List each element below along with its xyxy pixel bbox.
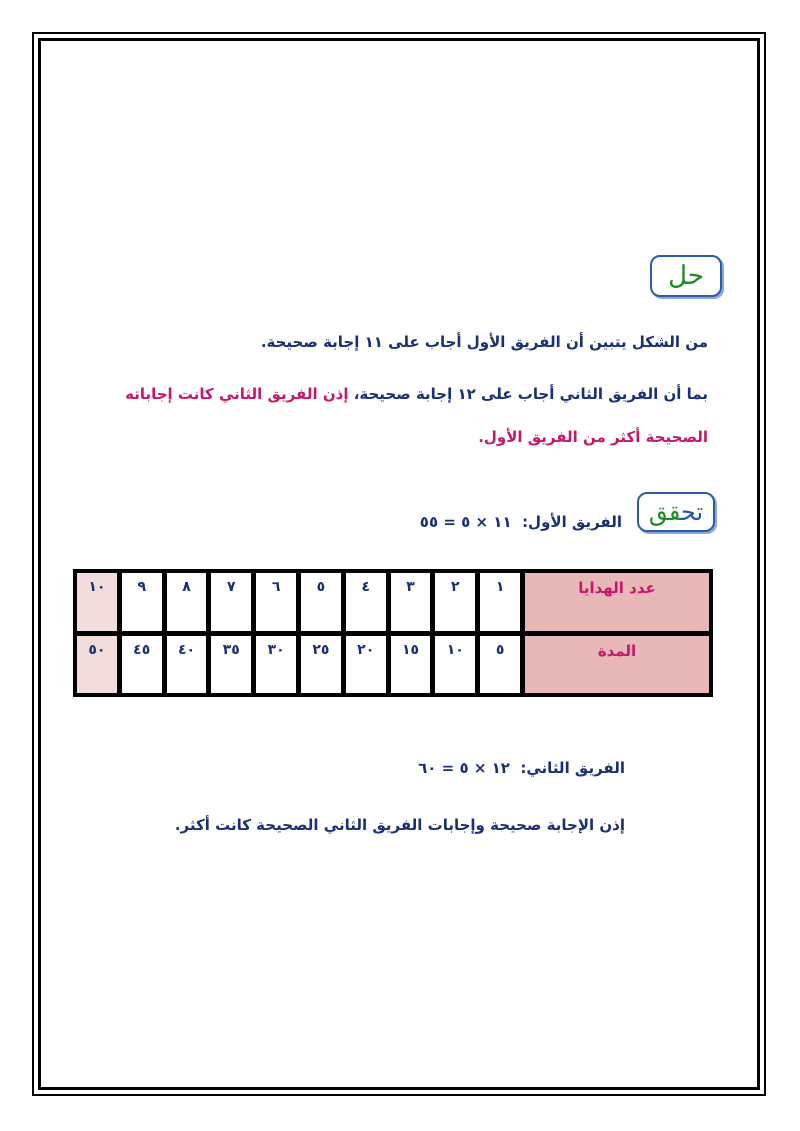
table-cell: ١٠ bbox=[76, 572, 118, 632]
table-cell: ٣٠ bbox=[255, 635, 297, 695]
solution-badge bbox=[650, 255, 722, 297]
table-cell: ٦ bbox=[255, 572, 297, 632]
team2-check: الفريق الثاني: ١٢ × ٥ = ٦٠ bbox=[418, 759, 625, 777]
check-badge bbox=[637, 492, 715, 532]
gifts-table bbox=[73, 569, 713, 697]
table-cell: ١٥ bbox=[390, 635, 432, 695]
table-cell: ٢٥ bbox=[300, 635, 342, 695]
page-border-inner bbox=[38, 38, 760, 1090]
table-cell: ٥٠ bbox=[76, 635, 118, 695]
solution-line-1: من الشكل يتبين أن الفريق الأول أجاب على ١١ إجابة صحيحة. bbox=[260, 333, 708, 351]
gifts-header: عدد الهدايا bbox=[524, 572, 710, 632]
table-cell: ٤ bbox=[345, 572, 387, 632]
table-cell: ٩ bbox=[121, 572, 163, 632]
table-cell: ٣٥ bbox=[210, 635, 252, 695]
table-cell: ٣ bbox=[390, 572, 432, 632]
table-cell: ٨ bbox=[166, 572, 208, 632]
table-cell: ٢٠ bbox=[345, 635, 387, 695]
solution-line-2: بما أن الفريق الثاني أجاب على ١٢ إجابة صحيحة، إذن الفريق الثاني كانت إجاباته bbox=[125, 385, 708, 403]
table-cell: ١ bbox=[479, 572, 521, 632]
check-badge-label: تحقق bbox=[648, 498, 704, 526]
table-cell: ٥ bbox=[479, 635, 521, 695]
team1-check: الفريق الأول: ١١ × ٥ = ٥٥ bbox=[419, 513, 622, 531]
table-row-duration bbox=[76, 635, 710, 695]
duration-header: المدة bbox=[524, 635, 710, 695]
solution-line-3: الصحيحة أكثر من الفريق الأول. bbox=[478, 428, 708, 446]
table-cell: ٤٠ bbox=[166, 635, 208, 695]
table-cell: ٢ bbox=[434, 572, 476, 632]
table-cell: ٤٥ bbox=[121, 635, 163, 695]
solution-badge-label: حل bbox=[668, 261, 704, 291]
table-cell: ٥ bbox=[300, 572, 342, 632]
table-cell: ١٠ bbox=[434, 635, 476, 695]
conclusion-line: إذن الإجابة صحيحة وإجابات الفريق الثاني الصحيحة كانت أكثر. bbox=[174, 816, 625, 834]
table-row-gifts bbox=[76, 572, 710, 632]
table-cell: ٧ bbox=[210, 572, 252, 632]
